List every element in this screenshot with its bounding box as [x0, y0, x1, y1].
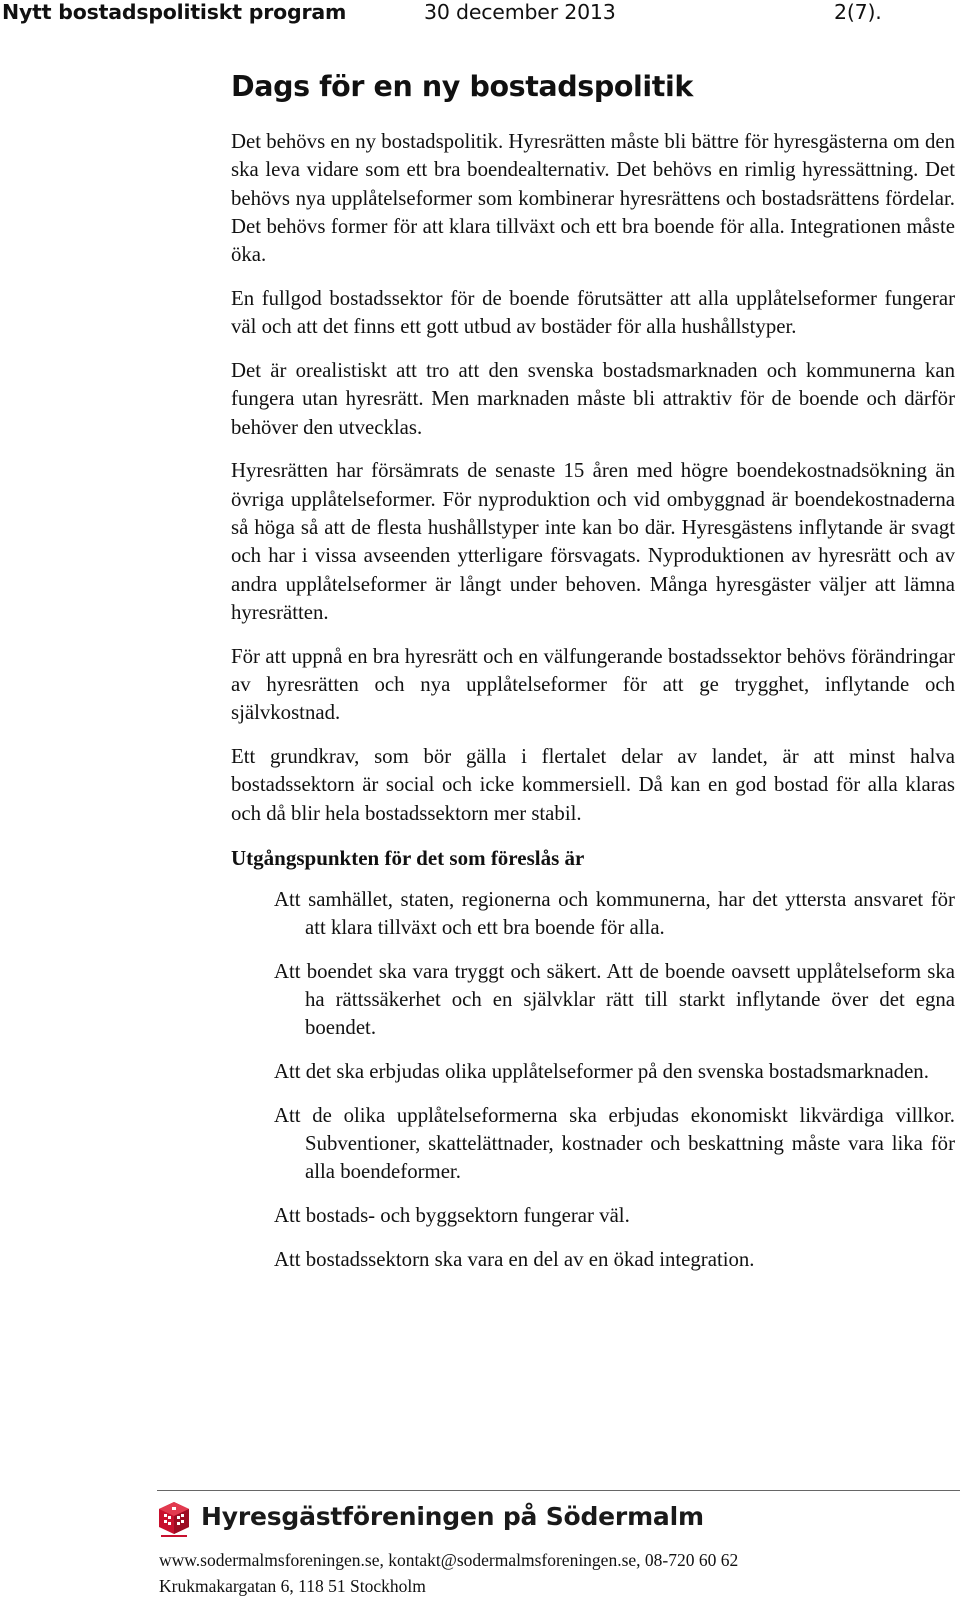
page-footer — [157, 1490, 960, 1596]
page-number: 2(7). — [834, 0, 882, 24]
subheading: Utgångspunkten för det som föreslås är — [231, 845, 585, 870]
paragraph: Hyresrätten har försämrats de senaste 15 åren med högre boendekostnadsökning än övriga upplåtelseformer. För nyproduktion och vid ombyggnad är boendekostnaderna så höga så att de flesta hushållstyper inte kan bo där. Hyresgästens inflytande är svagt och har i vissa avseenden ytterligare försvagats. Nyproduktionen av hyresrätt och av andra upplåtelseformer är långt under behoven. Många hyresgäster väljer att lämna hyresrätten. — [231, 459, 955, 624]
paragraph: Ett grundkrav, som bör gälla i flertalet delar av landet, är att minst halva bostadssektorn är social och icke kommersiell. Då kan en god bostad för alla klaras och då blir hela bostadssektorn mer stabil. — [231, 745, 955, 825]
address-line: Krukmakargatan 6, 118 51 Stockholm — [159, 1576, 426, 1596]
list-item: Att bostads- och byggsektorn fungerar väl. — [274, 1204, 630, 1228]
document-title: Nytt bostadspolitiskt program — [2, 0, 347, 24]
hyresgastforeningen-logo-icon — [157, 1500, 191, 1538]
list-item: Att samhället, staten, regionerna och kommunerna, har det yttersta ansvaret för att klara tillväxt och ett bra boende för alla. — [274, 887, 955, 939]
paragraph: Det är orealistiskt att tro att den svenska bostadsmarknaden och kommunerna kan fungera utan hyresrätt. Men marknaden måste bli attraktiv för de boende och därför behöver den utvecklas. — [231, 359, 955, 439]
paragraph: För att uppnå en bra hyresrätt och en välfungerande bostadssektor behövs förändringar av hyresrätten och nya upplåtelseformer för att ge trygghet, inflytande och självkostnad. — [231, 644, 955, 725]
principles-list — [231, 886, 955, 1275]
paragraph: Det behövs en ny bostadspolitik. Hyresrätten måste bli bättre för hyresgästerna om den ska leva vidare som ett bra boendealternativ. Det behövs en rimlig hyressättning. Det behövs nya upplåtelseformer som kombinerar hyresrättens och bostadsrättens fördelar. Det behövs former för att klara tillväxt och ett bra boende för alla. Integrationen måste öka. — [231, 130, 955, 267]
list-item: Att de olika upplåtelseformerna ska erbjudas ekonomiskt likvärdiga villkor. Subventioner, skattelättnader, kostnader och beskattning måste vara lika för alla boendeformer. — [274, 1103, 955, 1184]
contact-line: www.sodermalmsforeningen.se, kontakt@sodermalmsforeningen.se, 08-720 60 62 — [159, 1550, 739, 1570]
list-item: Att det ska erbjudas olika upplåtelseformer på den svenska bostadsmarknaden. — [274, 1060, 929, 1084]
document-date: 30 december 2013 — [424, 0, 616, 24]
list-item: Att boendet ska vara tryggt och säkert. Att de boende oavsett upplåtelseform ska ha rättssäkerhet och en självklar rätt till starkt inflytande över det egna boendet. — [274, 959, 955, 1040]
organization-name: Hyresgästföreningen på Södermalm — [201, 1502, 704, 1531]
footer-divider — [157, 1490, 960, 1491]
paragraph: En fullgod bostadssektor för de boende förutsätter att alla upplåtelseformer fungerar väl och att det finns ett gott utbud av bostäder för alla hushållstyper. — [231, 286, 955, 339]
running-header — [2, 0, 960, 28]
main-content — [231, 68, 955, 1290]
list-item: Att bostadssektorn ska vara en del av en ökad integration. — [274, 1248, 755, 1271]
section-heading: Dags för en ny bostadspolitik — [231, 70, 693, 103]
